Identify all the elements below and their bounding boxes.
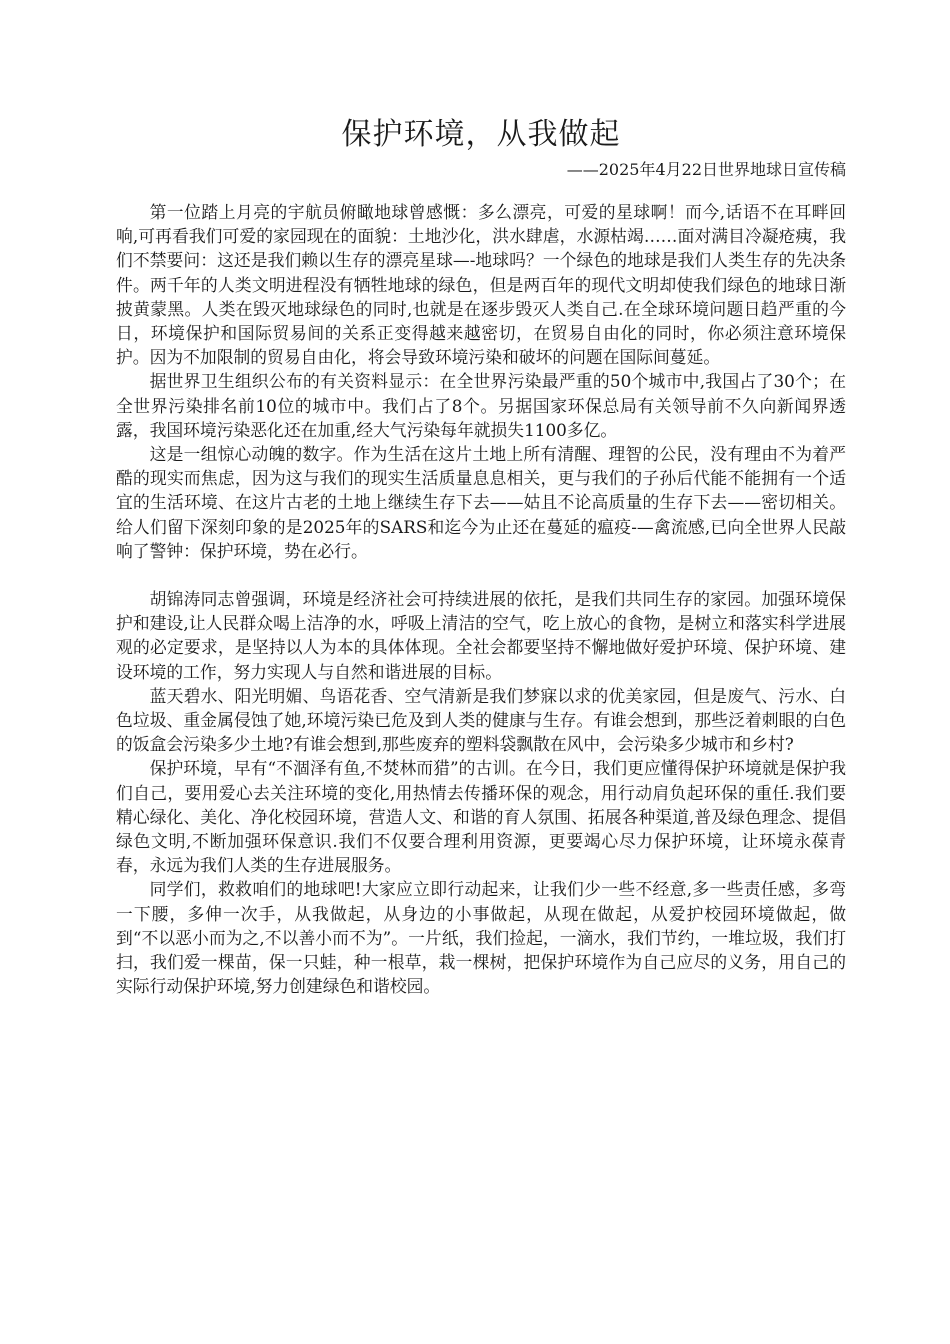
paragraph-7: 同学们，救救咱们的地球吧!大家应立即行动起来，让我们少一些不经意,多一些责任感，多弯一下腰，多伸一次手，从我做起，从身边的小事做起，从现在做起，从爱护校园环境做起，做到“不以恶小而为之,不以善小而不为”。一片纸，我们捡起，一滴水，我们节约，一堆垃圾，我们打扫，我们爱一棵苗，保一只蛙，种一根草，栽一棵树，把保护环境作为自己应尽的义务，用自己的实际行动保护环境,努力创建绿色和谐校园。: [116, 879, 846, 997]
paragraph-6: 保护环境，早有“不涸泽有鱼,不焚林而猎”的古训。在今日，我们更应懂得保护环境就是保护我们自己，要用爱心去关注环境的变化,用热情去传播环保的观念，用行动肩负起环保的重任.我们要精心绿化、美化、净化校园环境，营造人文、和谐的育人氛围、拓展各种渠道,普及绿色理念、提倡绿色文明,不断加强环保意识.我们不仅要合理利用资源，更要竭心尽力保护环境，让环境永葆青春，永远为我们人类的生存进展服务。: [116, 758, 846, 876]
document-page: [116, 112, 846, 999]
paragraph-5: 蓝天碧水、阳光明媚、鸟语花香、空气清新是我们梦寐以求的优美家园，但是废气、污水、白色垃圾、重金属侵蚀了她,环境污染已危及到人类的健康与生存。有谁会想到，那些泛着刺眼的白色的饭盒会污染多少土地?有谁会想到,那些废弃的塑料袋飘散在风中，会污染多少城市和乡村?: [116, 685, 846, 755]
paragraph-3: 这是一组惊心动魄的数字。作为生活在这片土地上所有清醒、理智的公民，没有理由不为着严酷的现实而焦虑，因为这与我们的现实生活质量息息相关，更与我们的子孙后代能不能拥有一个适宜的生活环境、在这片古老的土地上继续生存下去——姑且不论高质量的生存下去——密切相关。给人们留下深刻印象的是2025年的SARS和迄今为止还在蔓延的瘟疫-—禽流感,已向全世界人民敲响了警钟：保护环境，势在必行。: [116, 444, 846, 561]
paragraph-1: 第一位踏上月亮的宇航员俯瞰地球曾感慨：多么漂亮，可爱的星球啊！而今,话语不在耳畔回响,可再看我们可爱的家园现在的面貌：土地沙化，洪水肆虐，水源枯竭……面对满目冷凝疮痍，我们不禁要问：这还是我们赖以生存的漂亮星球—-地球吗？一个绿色的地球是我们人类生存的先决条件。两千年的人类文明进程没有牺牲地球的绿色，但是两百年的现代文明却使我们绿色的地球日渐披黄蒙黑。人类在毁灭地球绿色的同时,也就是在逐步毁灭人类自己.在全球环境问题日趋严重的今日，环境保护和国际贸易间的关系正变得越来越密切，在贸易自由化的同时，你必须注意环境保护。因为不加限制的贸易自由化，将会导致环境污染和破坏的问题在国际间蔓延。: [116, 202, 846, 368]
document-subtitle: ——2025年4月22日世界地球日宣传稿: [566, 160, 846, 179]
paragraph-4: 胡锦涛同志曾强调，环境是经济社会可持续进展的依托，是我们共同生存的家园。加强环境保护和建设,让人民群众喝上洁净的水，呼吸上清洁的空气，吃上放心的食物，是树立和落实科学进展观的必定要求，是坚持以人为本的具体体现。全社会都要坚持不懈地做好爱护环境、保护环境、建设环境的工作，努力实现人与自然和谐进展的目标。: [116, 589, 846, 682]
document-title: 保护环境，从我做起: [341, 117, 621, 152]
paragraph-2: 据世界卫生组织公布的有关资料显示：在全世界污染最严重的50个城市中,我国占了30个；在全世界污染排名前10位的城市中。我们占了8个。另据国家环保总局有关领导前不久向新闻界透露，我国环境污染恶化还在加重,经大气污染每年就损失1100多亿。: [116, 371, 846, 440]
